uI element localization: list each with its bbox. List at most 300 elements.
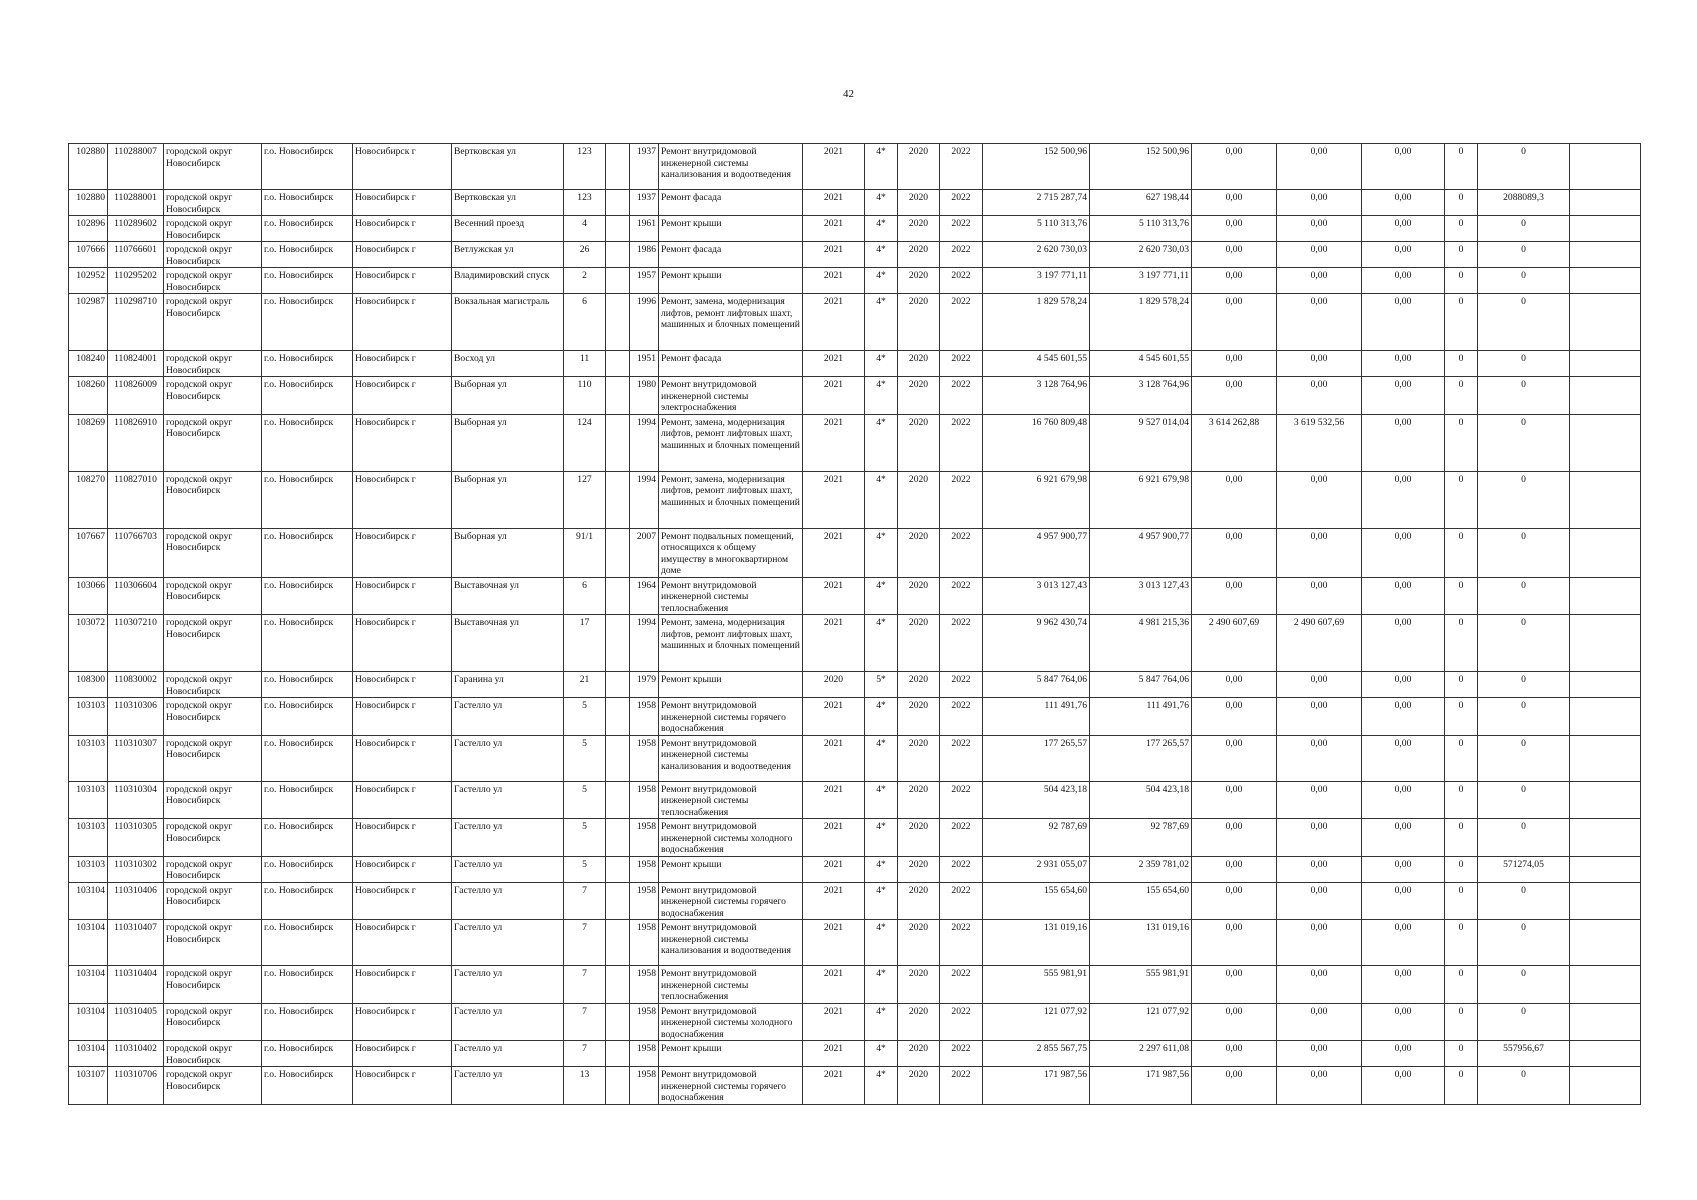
start-year-cell: 2020 <box>898 882 940 920</box>
start-year-cell: 2020 <box>898 920 940 966</box>
owners-cost-cell: 0 <box>1478 268 1570 294</box>
building-cell <box>606 144 630 190</box>
year-built-cell: 1958 <box>630 735 659 781</box>
extra-cell <box>1570 414 1641 471</box>
street-cell: Ветлужская ул <box>452 242 564 268</box>
work-id-cell: 110307210 <box>108 615 164 672</box>
plan-year-cell: 2021 <box>803 528 865 577</box>
city-district-cell: г.о. Новосибирск <box>262 698 353 736</box>
house-number-cell: 5 <box>564 735 606 781</box>
house-number-cell: 124 <box>564 414 606 471</box>
total-cost-cell: 155 654,60 <box>983 882 1090 920</box>
category-cell: 4* <box>865 1067 898 1105</box>
budget-cost-cell: 0,00 <box>1192 144 1277 190</box>
budget-cost-cell: 0,00 <box>1192 471 1277 528</box>
table-row <box>69 615 1641 672</box>
other-count-cell: 0 <box>1445 144 1478 190</box>
city-district-cell: г.о. Новосибирск <box>262 1041 353 1067</box>
table-row <box>69 528 1641 577</box>
building-cell <box>606 966 630 1004</box>
budget-cost-cell: 0,00 <box>1192 882 1277 920</box>
total-cost-cell: 16 760 809,48 <box>983 414 1090 471</box>
work-id-cell: 110310404 <box>108 966 164 1004</box>
municipality-cell: городской округ Новосибирск <box>164 781 262 819</box>
municipality-cell: городской округ Новосибирск <box>164 615 262 672</box>
owners-cost-cell: 0 <box>1478 920 1570 966</box>
owners-cost-cell: 0 <box>1478 698 1570 736</box>
city-district-cell: г.о. Новосибирск <box>262 856 353 882</box>
house-id-cell: 108270 <box>69 471 108 528</box>
house-number-cell: 7 <box>564 920 606 966</box>
street-cell: Гастелло ул <box>452 920 564 966</box>
other-count-cell: 0 <box>1445 672 1478 698</box>
start-year-cell: 2020 <box>898 672 940 698</box>
plan-year-cell: 2021 <box>803 471 865 528</box>
plan-year-cell: 2021 <box>803 966 865 1004</box>
budget-cost-cell: 0,00 <box>1192 1041 1277 1067</box>
other-count-cell: 0 <box>1445 294 1478 351</box>
plan-year-cell: 2021 <box>803 351 865 377</box>
year-built-cell: 1961 <box>630 216 659 242</box>
street-cell: Восход ул <box>452 351 564 377</box>
building-cell <box>606 882 630 920</box>
category-cell: 5* <box>865 672 898 698</box>
building-cell <box>606 528 630 577</box>
year-built-cell: 1986 <box>630 242 659 268</box>
local-cost-cell: 0,00 <box>1362 414 1445 471</box>
building-cell <box>606 672 630 698</box>
house-id-cell: 108269 <box>69 414 108 471</box>
owners-cost-cell: 0 <box>1478 294 1570 351</box>
end-year-cell: 2022 <box>940 856 983 882</box>
year-built-cell: 1958 <box>630 1067 659 1105</box>
regional-cost-cell: 0,00 <box>1277 1003 1362 1041</box>
street-cell: Выставочная ул <box>452 615 564 672</box>
municipality-cell: городской округ Новосибирск <box>164 528 262 577</box>
city-district-cell: г.о. Новосибирск <box>262 471 353 528</box>
table-row <box>69 216 1641 242</box>
fund-cost-cell: 2 620 730,03 <box>1090 242 1192 268</box>
start-year-cell: 2020 <box>898 242 940 268</box>
street-cell: Выборная ул <box>452 471 564 528</box>
year-built-cell: 1994 <box>630 615 659 672</box>
budget-cost-cell: 0,00 <box>1192 577 1277 615</box>
local-cost-cell: 0,00 <box>1362 819 1445 857</box>
budget-cost-cell: 0,00 <box>1192 1067 1277 1105</box>
owners-cost-cell: 0 <box>1478 242 1570 268</box>
city-district-cell: г.о. Новосибирск <box>262 351 353 377</box>
end-year-cell: 2022 <box>940 966 983 1004</box>
owners-cost-cell: 0 <box>1478 882 1570 920</box>
total-cost-cell: 4 545 601,55 <box>983 351 1090 377</box>
work-type-cell: Ремонт внутридомовой инженерной системы канализования и водоотведения <box>659 920 803 966</box>
house-id-cell: 103104 <box>69 882 108 920</box>
locality-cell: Новосибирск г <box>353 144 452 190</box>
extra-cell <box>1570 1067 1641 1105</box>
work-type-cell: Ремонт внутридомовой инженерной системы теплоснабжения <box>659 781 803 819</box>
local-cost-cell: 0,00 <box>1362 882 1445 920</box>
start-year-cell: 2020 <box>898 698 940 736</box>
regional-cost-cell: 0,00 <box>1277 698 1362 736</box>
other-count-cell: 0 <box>1445 735 1478 781</box>
locality-cell: Новосибирск г <box>353 1067 452 1105</box>
municipality-cell: городской округ Новосибирск <box>164 1067 262 1105</box>
start-year-cell: 2020 <box>898 735 940 781</box>
house-id-cell: 103103 <box>69 819 108 857</box>
year-built-cell: 1958 <box>630 882 659 920</box>
budget-cost-cell: 2 490 607,69 <box>1192 615 1277 672</box>
fund-cost-cell: 2 359 781,02 <box>1090 856 1192 882</box>
regional-cost-cell: 0,00 <box>1277 672 1362 698</box>
table-row <box>69 1041 1641 1067</box>
category-cell: 4* <box>865 268 898 294</box>
house-id-cell: 103103 <box>69 781 108 819</box>
fund-cost-cell: 3 013 127,43 <box>1090 577 1192 615</box>
municipality-cell: городской округ Новосибирск <box>164 1041 262 1067</box>
building-cell <box>606 856 630 882</box>
building-cell <box>606 819 630 857</box>
regional-cost-cell: 0,00 <box>1277 471 1362 528</box>
house-number-cell: 6 <box>564 577 606 615</box>
total-cost-cell: 9 962 430,74 <box>983 615 1090 672</box>
extra-cell <box>1570 615 1641 672</box>
fund-cost-cell: 155 654,60 <box>1090 882 1192 920</box>
plan-year-cell: 2021 <box>803 781 865 819</box>
building-cell <box>606 698 630 736</box>
category-cell: 4* <box>865 882 898 920</box>
city-district-cell: г.о. Новосибирск <box>262 414 353 471</box>
work-type-cell: Ремонт подвальных помещений, относящихся к общему имуществу в многоквартирном доме <box>659 528 803 577</box>
budget-cost-cell: 0,00 <box>1192 672 1277 698</box>
owners-cost-cell: 0 <box>1478 144 1570 190</box>
total-cost-cell: 3 128 764,96 <box>983 377 1090 415</box>
local-cost-cell: 0,00 <box>1362 1041 1445 1067</box>
total-cost-cell: 5 110 313,76 <box>983 216 1090 242</box>
regional-cost-cell: 0,00 <box>1277 190 1362 216</box>
end-year-cell: 2022 <box>940 294 983 351</box>
city-district-cell: г.о. Новосибирск <box>262 882 353 920</box>
work-type-cell: Ремонт внутридомовой инженерной системы канализования и водоотведения <box>659 144 803 190</box>
house-id-cell: 103104 <box>69 1041 108 1067</box>
building-cell <box>606 615 630 672</box>
category-cell: 4* <box>865 856 898 882</box>
city-district-cell: г.о. Новосибирск <box>262 577 353 615</box>
end-year-cell: 2022 <box>940 819 983 857</box>
municipality-cell: городской округ Новосибирск <box>164 577 262 615</box>
total-cost-cell: 92 787,69 <box>983 819 1090 857</box>
work-id-cell: 110310307 <box>108 735 164 781</box>
regional-cost-cell: 0,00 <box>1277 268 1362 294</box>
municipality-cell: городской округ Новосибирск <box>164 920 262 966</box>
end-year-cell: 2022 <box>940 414 983 471</box>
local-cost-cell: 0,00 <box>1362 856 1445 882</box>
budget-cost-cell: 0,00 <box>1192 528 1277 577</box>
work-type-cell: Ремонт фасада <box>659 242 803 268</box>
total-cost-cell: 121 077,92 <box>983 1003 1090 1041</box>
locality-cell: Новосибирск г <box>353 528 452 577</box>
other-count-cell: 0 <box>1445 1067 1478 1105</box>
total-cost-cell: 152 500,96 <box>983 144 1090 190</box>
house-id-cell: 103104 <box>69 1003 108 1041</box>
house-number-cell: 13 <box>564 1067 606 1105</box>
year-built-cell: 1958 <box>630 1041 659 1067</box>
end-year-cell: 2022 <box>940 1041 983 1067</box>
house-id-cell: 108240 <box>69 351 108 377</box>
house-id-cell: 103103 <box>69 698 108 736</box>
work-id-cell: 110824001 <box>108 351 164 377</box>
plan-year-cell: 2021 <box>803 698 865 736</box>
other-count-cell: 0 <box>1445 615 1478 672</box>
house-number-cell: 110 <box>564 377 606 415</box>
building-cell <box>606 920 630 966</box>
owners-cost-cell: 0 <box>1478 377 1570 415</box>
house-number-cell: 6 <box>564 294 606 351</box>
street-cell: Гаранина ул <box>452 672 564 698</box>
work-type-cell: Ремонт внутридомовой инженерной системы горячего водоснабжения <box>659 698 803 736</box>
regional-cost-cell: 0,00 <box>1277 351 1362 377</box>
locality-cell: Новосибирск г <box>353 294 452 351</box>
table-row <box>69 190 1641 216</box>
end-year-cell: 2022 <box>940 577 983 615</box>
table-row <box>69 242 1641 268</box>
plan-year-cell: 2021 <box>803 615 865 672</box>
building-cell <box>606 414 630 471</box>
other-count-cell: 0 <box>1445 1041 1478 1067</box>
work-id-cell: 110826910 <box>108 414 164 471</box>
total-cost-cell: 4 957 900,77 <box>983 528 1090 577</box>
fund-cost-cell: 92 787,69 <box>1090 819 1192 857</box>
other-count-cell: 0 <box>1445 377 1478 415</box>
local-cost-cell: 0,00 <box>1362 190 1445 216</box>
end-year-cell: 2022 <box>940 781 983 819</box>
work-id-cell: 110306604 <box>108 577 164 615</box>
local-cost-cell: 0,00 <box>1362 577 1445 615</box>
start-year-cell: 2020 <box>898 144 940 190</box>
locality-cell: Новосибирск г <box>353 414 452 471</box>
city-district-cell: г.о. Новосибирск <box>262 294 353 351</box>
category-cell: 4* <box>865 351 898 377</box>
fund-cost-cell: 2 297 611,08 <box>1090 1041 1192 1067</box>
budget-cost-cell: 0,00 <box>1192 781 1277 819</box>
municipality-cell: городской округ Новосибирск <box>164 190 262 216</box>
house-id-cell: 103104 <box>69 966 108 1004</box>
municipality-cell: городской округ Новосибирск <box>164 819 262 857</box>
building-cell <box>606 471 630 528</box>
local-cost-cell: 0,00 <box>1362 268 1445 294</box>
city-district-cell: г.о. Новосибирск <box>262 216 353 242</box>
work-type-cell: Ремонт внутридомовой инженерной системы горячего водоснабжения <box>659 1067 803 1105</box>
locality-cell: Новосибирск г <box>353 216 452 242</box>
category-cell: 4* <box>865 377 898 415</box>
locality-cell: Новосибирск г <box>353 615 452 672</box>
category-cell: 4* <box>865 414 898 471</box>
building-cell <box>606 1067 630 1105</box>
work-id-cell: 110310304 <box>108 781 164 819</box>
year-built-cell: 1951 <box>630 351 659 377</box>
house-id-cell: 102880 <box>69 144 108 190</box>
building-cell <box>606 242 630 268</box>
city-district-cell: г.о. Новосибирск <box>262 190 353 216</box>
extra-cell <box>1570 377 1641 415</box>
local-cost-cell: 0,00 <box>1362 351 1445 377</box>
year-built-cell: 1957 <box>630 268 659 294</box>
locality-cell: Новосибирск г <box>353 966 452 1004</box>
building-cell <box>606 1041 630 1067</box>
regional-cost-cell: 0,00 <box>1277 377 1362 415</box>
category-cell: 4* <box>865 294 898 351</box>
other-count-cell: 0 <box>1445 190 1478 216</box>
city-district-cell: г.о. Новосибирск <box>262 242 353 268</box>
fund-cost-cell: 171 987,56 <box>1090 1067 1192 1105</box>
budget-cost-cell: 0,00 <box>1192 242 1277 268</box>
budget-cost-cell: 0,00 <box>1192 190 1277 216</box>
locality-cell: Новосибирск г <box>353 920 452 966</box>
year-built-cell: 1937 <box>630 190 659 216</box>
start-year-cell: 2020 <box>898 190 940 216</box>
year-built-cell: 1964 <box>630 577 659 615</box>
owners-cost-cell: 0 <box>1478 528 1570 577</box>
house-number-cell: 11 <box>564 351 606 377</box>
category-cell: 4* <box>865 1041 898 1067</box>
regional-cost-cell: 0,00 <box>1277 216 1362 242</box>
building-cell <box>606 216 630 242</box>
plan-year-cell: 2021 <box>803 577 865 615</box>
budget-cost-cell: 0,00 <box>1192 268 1277 294</box>
table-row <box>69 144 1641 190</box>
building-cell <box>606 351 630 377</box>
regional-cost-cell: 0,00 <box>1277 856 1362 882</box>
locality-cell: Новосибирск г <box>353 882 452 920</box>
work-id-cell: 110310302 <box>108 856 164 882</box>
other-count-cell: 0 <box>1445 819 1478 857</box>
work-id-cell: 110295202 <box>108 268 164 294</box>
local-cost-cell: 0,00 <box>1362 144 1445 190</box>
other-count-cell: 0 <box>1445 471 1478 528</box>
plan-year-cell: 2021 <box>803 735 865 781</box>
local-cost-cell: 0,00 <box>1362 1003 1445 1041</box>
street-cell: Выборная ул <box>452 377 564 415</box>
other-count-cell: 0 <box>1445 966 1478 1004</box>
locality-cell: Новосибирск г <box>353 1041 452 1067</box>
end-year-cell: 2022 <box>940 735 983 781</box>
regional-cost-cell: 0,00 <box>1277 819 1362 857</box>
house-number-cell: 7 <box>564 882 606 920</box>
table-row <box>69 1003 1641 1041</box>
city-district-cell: г.о. Новосибирск <box>262 528 353 577</box>
extra-cell <box>1570 528 1641 577</box>
end-year-cell: 2022 <box>940 882 983 920</box>
other-count-cell: 0 <box>1445 216 1478 242</box>
table-row <box>69 698 1641 736</box>
budget-cost-cell: 0,00 <box>1192 377 1277 415</box>
category-cell: 4* <box>865 242 898 268</box>
house-number-cell: 123 <box>564 190 606 216</box>
category-cell: 4* <box>865 920 898 966</box>
owners-cost-cell: 0 <box>1478 735 1570 781</box>
building-cell <box>606 735 630 781</box>
plan-year-cell: 2021 <box>803 144 865 190</box>
municipality-cell: городской округ Новосибирск <box>164 294 262 351</box>
end-year-cell: 2022 <box>940 242 983 268</box>
house-id-cell: 102896 <box>69 216 108 242</box>
extra-cell <box>1570 144 1641 190</box>
budget-cost-cell: 0,00 <box>1192 735 1277 781</box>
street-cell: Гастелло ул <box>452 781 564 819</box>
total-cost-cell: 131 019,16 <box>983 920 1090 966</box>
start-year-cell: 2020 <box>898 856 940 882</box>
work-id-cell: 110766601 <box>108 242 164 268</box>
municipality-cell: городской округ Новосибирск <box>164 735 262 781</box>
total-cost-cell: 171 987,56 <box>983 1067 1090 1105</box>
plan-year-cell: 2020 <box>803 672 865 698</box>
start-year-cell: 2020 <box>898 1067 940 1105</box>
work-id-cell: 110310406 <box>108 882 164 920</box>
regional-cost-cell: 2 490 607,69 <box>1277 615 1362 672</box>
end-year-cell: 2022 <box>940 216 983 242</box>
other-count-cell: 0 <box>1445 414 1478 471</box>
street-cell: Гастелло ул <box>452 698 564 736</box>
city-district-cell: г.о. Новосибирск <box>262 735 353 781</box>
locality-cell: Новосибирск г <box>353 268 452 294</box>
local-cost-cell: 0,00 <box>1362 294 1445 351</box>
fund-cost-cell: 1 829 578,24 <box>1090 294 1192 351</box>
building-cell <box>606 294 630 351</box>
city-district-cell: г.о. Новосибирск <box>262 781 353 819</box>
year-built-cell: 1958 <box>630 698 659 736</box>
owners-cost-cell: 0 <box>1478 351 1570 377</box>
regional-cost-cell: 0,00 <box>1277 528 1362 577</box>
building-cell <box>606 577 630 615</box>
owners-cost-cell: 0 <box>1478 414 1570 471</box>
building-cell <box>606 1003 630 1041</box>
owners-cost-cell: 0 <box>1478 1067 1570 1105</box>
work-id-cell: 110298710 <box>108 294 164 351</box>
regional-cost-cell: 3 619 532,56 <box>1277 414 1362 471</box>
total-cost-cell: 504 423,18 <box>983 781 1090 819</box>
category-cell: 4* <box>865 966 898 1004</box>
other-count-cell: 0 <box>1445 577 1478 615</box>
total-cost-cell: 2 715 287,74 <box>983 190 1090 216</box>
municipality-cell: городской округ Новосибирск <box>164 351 262 377</box>
fund-cost-cell: 111 491,76 <box>1090 698 1192 736</box>
capital-repair-table <box>68 143 1641 1105</box>
fund-cost-cell: 627 198,44 <box>1090 190 1192 216</box>
work-type-cell: Ремонт крыши <box>659 268 803 294</box>
start-year-cell: 2020 <box>898 1003 940 1041</box>
fund-cost-cell: 4 545 601,55 <box>1090 351 1192 377</box>
house-id-cell: 102880 <box>69 190 108 216</box>
fund-cost-cell: 3 128 764,96 <box>1090 377 1192 415</box>
fund-cost-cell: 5 847 764,06 <box>1090 672 1192 698</box>
street-cell: Гастелло ул <box>452 856 564 882</box>
city-district-cell: г.о. Новосибирск <box>262 615 353 672</box>
fund-cost-cell: 555 981,91 <box>1090 966 1192 1004</box>
other-count-cell: 0 <box>1445 528 1478 577</box>
plan-year-cell: 2021 <box>803 377 865 415</box>
street-cell: Весенний проезд <box>452 216 564 242</box>
owners-cost-cell: 0 <box>1478 577 1570 615</box>
category-cell: 4* <box>865 190 898 216</box>
local-cost-cell: 0,00 <box>1362 698 1445 736</box>
street-cell: Гастелло ул <box>452 1067 564 1105</box>
category-cell: 4* <box>865 781 898 819</box>
house-number-cell: 17 <box>564 615 606 672</box>
local-cost-cell: 0,00 <box>1362 672 1445 698</box>
table-row <box>69 781 1641 819</box>
plan-year-cell: 2021 <box>803 920 865 966</box>
plan-year-cell: 2021 <box>803 1041 865 1067</box>
work-type-cell: Ремонт, замена, модернизация лифтов, ремонт лифтовых шахт, машинных и блочных помещений <box>659 615 803 672</box>
